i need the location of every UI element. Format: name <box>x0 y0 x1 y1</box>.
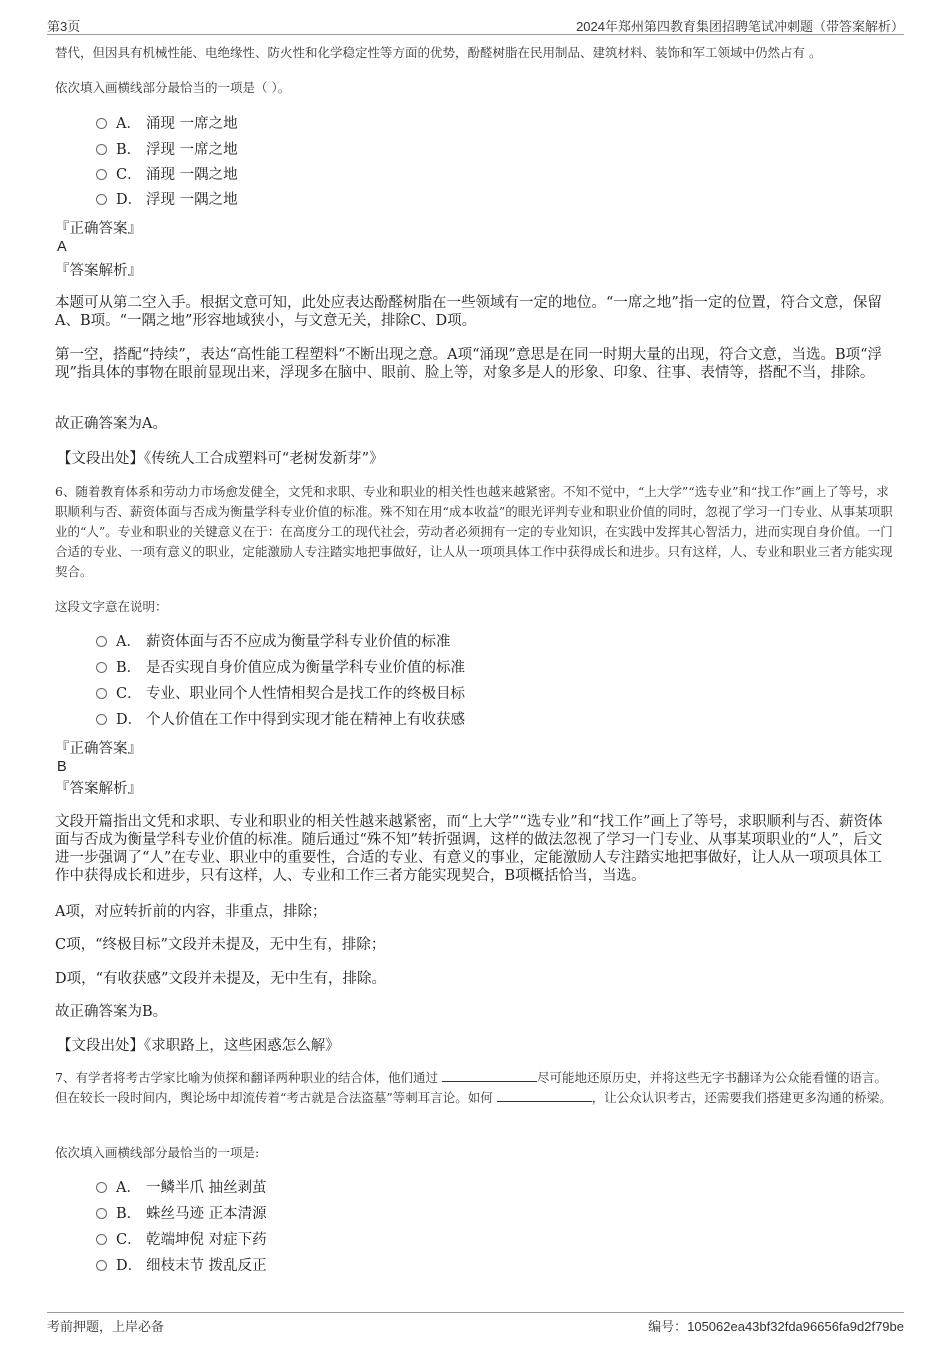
radio-icon[interactable] <box>96 714 107 725</box>
q5-option-d[interactable]: D． 浮现 一隅之地 <box>96 190 238 210</box>
q6-passage: 6、随着教育体系和劳动力市场愈发健全，文凭和求职、专业和职业的相关性也越来越紧密。不知不觉中，“上大学”“选专业”和“找工作”画上了等号，求职顺利与否、薪资体面与否成为衡量学科专业价值的标准。殊不知在用“成本收益”的眼光评判专业和职业价值的同时，忽视了学习一门专业、从事某项职业的“人”。专业和职业的关键意义在于：在高度分工的现代社会，劳动者必须拥有一定的专业知识，在实践中发挥其心智活力，进而实现自身价值。一门合适的专业、一项有意义的职业，定能激励人专注踏实地把事做好，让人从一项项具体工作中获得成长和进步。只有这样，人、专业和职业三者方能实现契合。 <box>55 484 893 579</box>
q6-answer-label: 『正确答案』 <box>55 741 142 757</box>
q7-passage: 7、有学者将考古学家比喻为侦探和翻译两种职业的结合体，他们通过 尽可能地还原历史，并将这些无字书翻译为公众能看懂的语言。但在较长一段时间内，舆论场中却流传着“考古就是合法盗墓”等刺耳言论。如何 ，让公众认识考古，还需要我们搭建更多沟通的桥梁。 <box>55 1070 892 1105</box>
page-header <box>47 16 904 35</box>
radio-icon[interactable] <box>96 1182 107 1193</box>
radio-icon[interactable] <box>96 1208 107 1219</box>
q5-option-c[interactable]: C． 涌现 一隅之地 <box>96 165 238 185</box>
radio-icon[interactable] <box>96 1260 107 1271</box>
page-number: 第3页 <box>47 19 81 34</box>
q5-analysis-p3: 故正确答案为A。 <box>55 416 167 432</box>
q6-option-c[interactable]: C． 专业、职业同个人性情相契合是找工作的终极目标 <box>96 684 465 704</box>
q6-option-a[interactable]: A． 薪资体面与否不应成为衡量学科专业价值的标准 <box>96 632 451 652</box>
q5-analysis-p2: 第一空，搭配“持续”，表达“高性能工程塑料”不断出现之意。A项“涌现”意思是在同一时期大量的出现，符合文意，当选。B项“浮现”指具体的事物在眼前显现出来，浮现多在脑中、眼前、脸上等，对象多是人的形象、印象、往事、表情等，搭配不当，排除。 <box>55 347 883 381</box>
q5-option-b[interactable]: B． 浮现 一席之地 <box>96 140 238 160</box>
page-footer <box>47 1312 904 1333</box>
q6-prompt: 这段文字意在说明： <box>55 599 168 614</box>
q5-prompt: 依次填入画横线部分最恰当的一项是（ ）。 <box>55 80 291 95</box>
fill-blank-2 <box>497 1089 592 1102</box>
radio-icon[interactable] <box>96 1234 107 1245</box>
q7-prompt: 依次填入画横线部分最恰当的一项是: <box>55 1145 260 1160</box>
q5-analysis-p1: 本题可从第二空入手。根据文意可知，此处应表达酚醛树脂在一些领域有一定的地位。“一席之地”指一定的位置，符合文意，保留A、B项。“一隅之地”形容地域狭小，与文意无关，排除C、D项。 <box>55 295 882 329</box>
q6-analysis-p3: C项，“终极目标”文段并未提及，无中生有，排除； <box>55 937 386 953</box>
q6-analysis-p1: 文段开篇指出文凭和求职、专业和职业的相关性越来越紧密，而“上大学”“选专业”和“找工作”画上了等号，求职顺利与否、薪资体面与否成为衡量学科专业价值的标准。随后通过“殊不知”转折强调，这样的做法忽视了学习一门专业、从事某项职业的“人”，后文进一步强调了“人”在专业、职业中的重要性，合适的专业、有意义的事业，定能激励人专注踏实地把事做好，让人从一项项具体工作中获得成长和进步，只有这样，人、专业和工作三者方能实现契合，B项概括恰当，当选。 <box>55 814 883 884</box>
document-title: 2024年郑州第四教育集团招聘笔试冲刺题（带答案解析） <box>576 19 904 34</box>
q5-option-a[interactable]: A． 涌现 一席之地 <box>96 114 238 134</box>
fill-blank-1 <box>442 1069 537 1082</box>
radio-icon[interactable] <box>96 662 107 673</box>
q5-answer: A <box>57 239 67 255</box>
q7-option-c[interactable]: C． 乾端坤倪 对症下药 <box>96 1230 267 1250</box>
q6-answer: B <box>57 759 67 775</box>
q6-analysis-p5: 故正确答案为B。 <box>55 1004 168 1020</box>
radio-icon[interactable] <box>96 169 107 180</box>
radio-icon[interactable] <box>96 144 107 155</box>
document-code: 编号：105062ea43bf32fda96656fa9d2f79be <box>648 1319 904 1334</box>
radio-icon[interactable] <box>96 688 107 699</box>
q6-option-d[interactable]: D． 个人价值在工作中得到实现才能在精神上有收获感 <box>96 710 465 730</box>
radio-icon[interactable] <box>96 118 107 129</box>
radio-icon[interactable] <box>96 194 107 205</box>
q6-analysis-p2: A项，对应转折前的内容，非重点，排除； <box>55 904 327 920</box>
q5-answer-label: 『正确答案』 <box>55 221 142 237</box>
q7-option-d[interactable]: D． 细枝末节 拨乱反正 <box>96 1256 267 1276</box>
q5-passage-tail: 替代，但因具有机械性能、电绝缘性、防火性和化学稳定性等方面的优势，酚醛树脂在民用制品、建筑材料、装饰和军工领域中仍然占有 。 <box>55 45 822 60</box>
q5-source: 【文段出处】《传统人工合成塑料可“老树发新芽”》 <box>57 451 384 467</box>
footer-slogan: 考前押题，上岸必备 <box>47 1319 165 1334</box>
q5-analysis-label: 『答案解析』 <box>55 263 142 279</box>
q6-option-b[interactable]: B． 是否实现自身价值应成为衡量学科专业价值的标准 <box>96 658 465 678</box>
q7-option-b[interactable]: B． 蛛丝马迹 正本清源 <box>96 1204 267 1224</box>
q6-source: 【文段出处】《求职路上，这些困惑怎么解》 <box>57 1038 340 1054</box>
q7-option-a[interactable]: A． 一鳞半爪 抽丝剥茧 <box>96 1178 267 1198</box>
radio-icon[interactable] <box>96 636 107 647</box>
q6-analysis-p4: D项，“有收获感”文段并未提及，无中生有，排除。 <box>55 971 386 987</box>
q6-analysis-label: 『答案解析』 <box>55 781 142 797</box>
